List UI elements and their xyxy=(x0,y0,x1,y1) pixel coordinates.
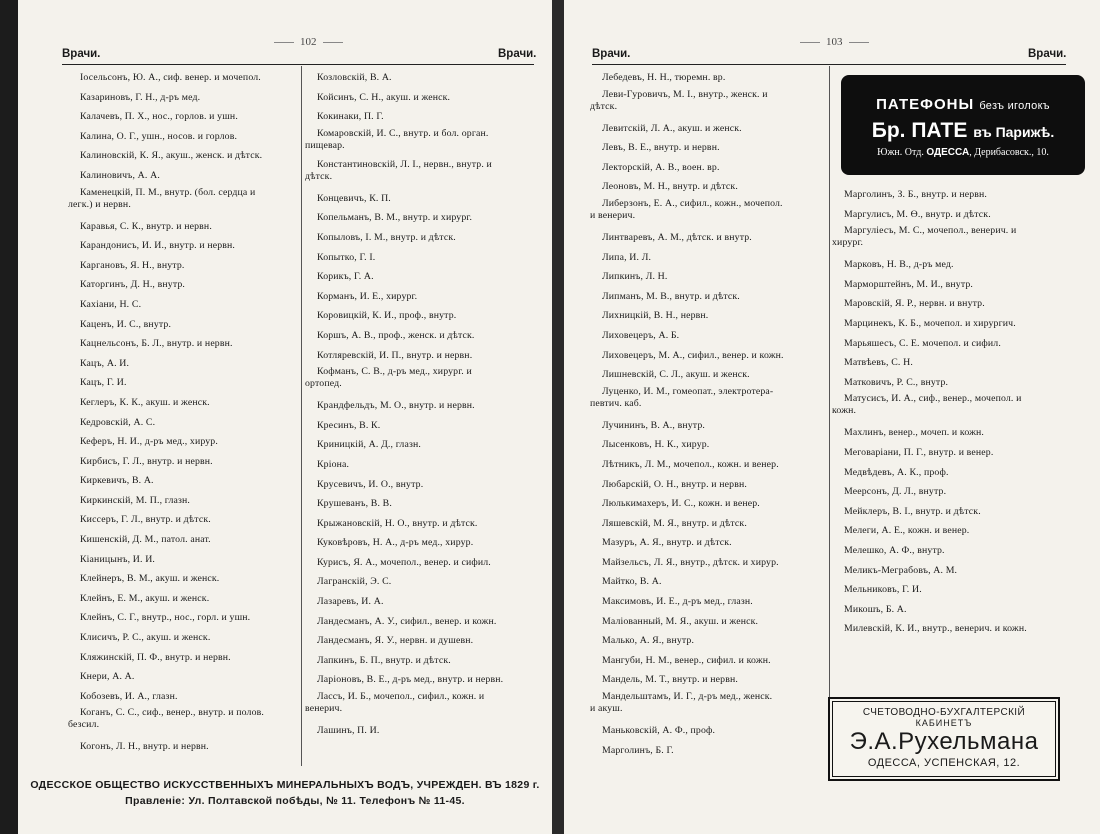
directory-entry xyxy=(305,158,533,189)
directory-entry xyxy=(68,706,296,737)
entry-text: Комаровскій, И. С., внутр. и бол. орган. xyxy=(317,127,489,139)
directory-entry: Ларіоновъ, В. Е., д-ръ мед., внутр. и нервн. xyxy=(317,674,504,686)
directory-entry: Лиховецеръ, М. А., сифил., венер. и кожн. xyxy=(602,349,784,361)
directory-entry: Каргановъ, Я. Н., внутр. xyxy=(80,259,185,271)
directory-entry: Лапкинъ, Б. П., внутр. и дѣтск. xyxy=(317,654,451,666)
directory-entry: Коршъ, А. В., проф., женск. и дѣтск. xyxy=(317,329,475,341)
directory-entry: Лиховецеръ, А. Б. xyxy=(602,329,680,341)
directory-entry: Кахіани, Н. С. xyxy=(80,298,142,310)
directory-entry: Казариновъ, Г. Н., д-ръ мед. xyxy=(80,91,201,103)
directory-entry: Кокинаки, П. Г. xyxy=(317,111,384,123)
directory-entry: Мельниковъ, Г. И. xyxy=(844,584,922,596)
entry-text: Либерзонъ, Е. А., сифил., кожн., мочепол. xyxy=(602,197,783,209)
directory-entry: Кеферъ, Н. И., д-ръ мед., хирур. xyxy=(80,436,218,448)
directory-entry: Кресинъ, В. К. xyxy=(317,419,381,431)
directory-entry: Маліованный, М. Я., акуш. и женск. xyxy=(602,615,759,627)
directory-entry: Іосельсонъ, Ю. А., сиф. венер. и мочепол. xyxy=(80,72,261,83)
directory-entry: Любарскій, О. Н., внутр. и нервн. xyxy=(602,478,747,490)
directory-entry: Коровицкій, К. И., проф., внутр. xyxy=(317,310,457,322)
directory-entry: Меговаріани, П. Г., внутр. и венер. xyxy=(844,446,994,458)
directory-entry: Леоновъ, М. Н., внутр. и дѣтск. xyxy=(602,181,738,193)
left-page xyxy=(18,0,552,834)
directory-entry xyxy=(590,88,824,119)
ad-brand-sub: въ Парижѣ. xyxy=(973,124,1055,140)
directory-entry xyxy=(590,197,824,228)
directory-entry: Куковѣровъ, Н. А., д-ръ мед., хирур. xyxy=(317,537,474,549)
directory-entry: Мейклеръ, В. І., внутр. и дѣтск. xyxy=(844,505,981,517)
entry-text: Маргуліесъ, М. С., мочепол., венерич. и xyxy=(844,225,1017,237)
directory-entry: Калачевъ, П. Х., нос., горлов. и ушн. xyxy=(80,111,238,123)
entry-text-continued: певтич. каб. xyxy=(590,397,642,409)
entry-text-continued: хирург. xyxy=(832,237,864,249)
footer-line-2: Правленіе: Ул. Полтавской побѣды, № 11. Телефонъ № 11-45. xyxy=(125,795,465,807)
running-header-left: Врачи. xyxy=(62,48,101,60)
patefon-advertisement xyxy=(841,75,1085,175)
directory-entry: Лучининъ, В. А., внутр. xyxy=(602,419,705,431)
directory-entry: Ляшевскій, М. Я., внутр. и дѣтск. xyxy=(602,517,747,529)
entry-text: Лассъ, И. Б., мочепол., сифил., кожн. и xyxy=(317,691,485,703)
directory-entry: Калиновичъ, А. А. xyxy=(80,169,160,181)
directory-entry: Криницкій, А. Д., глазн. xyxy=(317,439,421,451)
directory-entry: Маргулисъ, М. Ө., внутр. и дѣтск. xyxy=(844,208,991,220)
directory-entry: Люлькимахеръ, И. С., кожн. и венер. xyxy=(602,498,760,510)
directory-entry: Кирбисъ, Г. Л., внутр. и нервн. xyxy=(80,455,213,467)
entry-text-continued: дѣтск. xyxy=(305,170,333,182)
entry-text: Каменецкій, П. М., внутр. (бол. сердца и xyxy=(80,186,256,198)
directory-entry: Лекторскій, А. В., воен. вр. xyxy=(602,161,720,173)
right-page-column-2 xyxy=(832,185,1066,639)
directory-entry xyxy=(68,186,296,217)
column-divider xyxy=(829,66,830,778)
entry-text: Коганъ, С. С., сиф., венер., внутр. и полов. xyxy=(80,707,265,719)
directory-entry: Майтко, В. А. xyxy=(602,576,662,588)
entry-text-continued: ортопед. xyxy=(305,378,342,390)
directory-entry: Корманъ, И. Е., хирург. xyxy=(317,290,418,302)
directory-entry: Матковичъ, Р. С., внутр. xyxy=(844,376,949,388)
directory-entry: Мазуръ, А. Я., внутр. и дѣтск. xyxy=(602,537,732,549)
directory-entry: Клейнеръ, В. М., акуш. и женск. xyxy=(80,573,220,585)
directory-entry: Лагранскій, Э. С. xyxy=(317,576,392,588)
directory-entry: Кіаницынъ, И. И. xyxy=(80,553,156,565)
directory-entry: Кедровскій, А. С. xyxy=(80,416,156,428)
directory-entry: Лысенковъ, Н. К., хирур. xyxy=(602,439,710,451)
directory-entry: Маровскій, Я. Р., нервн. и внутр. xyxy=(844,298,985,310)
entry-text-continued: дѣтск. xyxy=(590,100,618,112)
directory-entry: Концевичъ, К. П. xyxy=(317,192,391,204)
directory-entry: Крушеванъ, В. В. xyxy=(317,498,392,510)
directory-entry: Марьяшесъ, С. Е. мочепол. и сифил. xyxy=(844,337,1001,349)
right-page-column-1 xyxy=(590,68,824,760)
directory-entry: Ландесманъ, А. У., сифил., венер. и кожн. xyxy=(317,615,497,627)
page-number: 103 xyxy=(794,36,875,48)
directory-entry xyxy=(590,690,824,721)
directory-entry: Махлинъ, венер., мочеп. и кожн. xyxy=(844,427,985,439)
ad-address-post: , Дерибасовск., 10. xyxy=(969,147,1049,158)
directory-entry: Маньковскій, А. Ф., проф. xyxy=(602,725,716,737)
directory-entry: Матвѣевъ, С. Н. xyxy=(844,357,913,369)
directory-entry: Лазаревъ, И. А. xyxy=(317,596,384,608)
directory-entry: Лашинъ, П. И. xyxy=(317,725,380,737)
directory-entry: Ландесманъ, Я. У., нервн. и душевн. xyxy=(317,635,474,647)
directory-entry: Медвѣдевъ, А. К., проф. xyxy=(844,466,949,478)
directory-entry: Кобозевъ, И. А., глазн. xyxy=(80,690,178,702)
directory-entry: Котляревскій, И. П., внутр. и нервн. xyxy=(317,349,473,361)
directory-entry: Марцинекъ, К. Б., мочепол. и хирургич. xyxy=(844,317,1016,329)
directory-entry: Липа, И. Л. xyxy=(602,251,652,263)
book-gutter xyxy=(552,0,564,834)
entry-text: Леви-Гуровичъ, М. І., внутр., женск. и xyxy=(602,88,768,100)
directory-entry: Левъ, В. Е., внутр. и нервн. xyxy=(602,142,720,154)
entry-text: Константиновскій, Л. І., нервн., внутр. и xyxy=(317,158,492,170)
directory-entry: Клейнъ, С. Г., внутр., нос., горл. и ушн. xyxy=(80,612,251,624)
directory-entry xyxy=(832,224,1066,255)
directory-entry: Лебедевъ, Н. Н., тюремн. вр. xyxy=(602,72,726,83)
directory-entry: Лихницкій, В. Н., нервн. xyxy=(602,310,709,322)
entry-text: Луценко, И. М., гомеопат., электротера- xyxy=(602,385,774,397)
directory-entry: Крандфельдъ, М. О., внутр. и нервн. xyxy=(317,400,475,412)
directory-entry: Мангуби, Н. М., венер., сифил. и кожн. xyxy=(602,654,771,666)
directory-entry: Копытко, Г. І. xyxy=(317,251,376,263)
directory-entry: Калина, О. Г., ушн., носов. и горлов. xyxy=(80,130,238,142)
ad-headline: ПАТЕФОНЫ xyxy=(876,96,975,113)
directory-entry: Мелешко, А. Ф., внутр. xyxy=(844,544,945,556)
directory-entry: Киркинскій, М. П., глазн. xyxy=(80,494,190,506)
directory-entry xyxy=(305,690,533,721)
directory-entry: Милевскій, К. И., внутр., венерич. и кожн. xyxy=(844,623,1027,635)
entry-text: Матусисъ, И. А., сиф., венер., мочепол. и xyxy=(844,393,1022,405)
ad-address-pre: Южн. Отд. xyxy=(877,147,924,158)
entry-text-continued: безсил. xyxy=(68,719,100,731)
entry-text-continued: кожн. xyxy=(832,405,857,417)
header-rule xyxy=(62,64,534,65)
entry-text: Кофманъ, С. В., д-ръ мед., хирург. и xyxy=(317,366,472,378)
directory-entry: Марголинъ, З. Б., внутр. и нервн. xyxy=(844,189,988,200)
directory-entry: Кнери, А. А. xyxy=(80,671,135,683)
directory-entry: Майзельсъ, Л. Я., внутр., дѣтск. и хирур. xyxy=(602,556,779,568)
directory-entry: Левитскій, Л. А., акуш. и женск. xyxy=(602,122,742,134)
directory-entry: Крусевичъ, И. О., внутр. xyxy=(317,478,424,490)
entry-text-continued: венерич. xyxy=(305,703,343,715)
ad-address-city: ОДЕССА xyxy=(926,147,970,158)
directory-entry: Кеглеръ, К. К., акуш. и женск. xyxy=(80,396,210,408)
directory-entry: Кацъ, Г. И. xyxy=(80,377,127,389)
directory-entry: Линтваревъ, А. М., дѣтск. и внутр. xyxy=(602,231,752,243)
directory-entry: Лишневскій, С. Л., акуш. и женск. xyxy=(602,369,750,381)
entry-text-continued: и венерич. xyxy=(590,209,636,221)
directory-entry: Копельманъ, В. М., внутр. и хирург. xyxy=(317,212,473,224)
directory-entry: Мандель, М. Т., внутр. и нервн. xyxy=(602,674,738,686)
entry-text-continued: и акуш. xyxy=(590,703,623,715)
directory-entry: Липкинъ, Л. Н. xyxy=(602,271,668,283)
left-page-column-2 xyxy=(305,68,533,741)
directory-entry: Кріона. xyxy=(317,458,350,470)
directory-entry: Копыловъ, І. М., внутр. и дѣтск. xyxy=(317,231,456,243)
ad-brand: Бр. ПАТЕ xyxy=(871,119,968,142)
directory-entry xyxy=(590,385,824,416)
ad-headline-sub: безъ иголокъ xyxy=(979,100,1050,112)
directory-entry: Когонъ, Л. Н., внутр. и нервн. xyxy=(80,741,209,753)
directory-entry: Марковъ, Н. В., д-ръ мед. xyxy=(844,259,954,271)
directory-entry: Марголинъ, Б. Г. xyxy=(602,744,674,756)
entry-text-continued: пищевар. xyxy=(305,139,345,151)
directory-entry: Меликъ-Меграбовъ, А. М. xyxy=(844,564,958,576)
directory-entry: Киркевичъ, В. А. xyxy=(80,475,154,487)
directory-entry: Калиновскій, К. Я., акуш., женск. и дѣтск. xyxy=(80,150,263,162)
entry-text-continued: легк.) и нервн. xyxy=(68,198,131,210)
directory-entry: Кацнельсонъ, Б. Л., внутр. и нервн. xyxy=(80,338,233,350)
directory-entry xyxy=(832,392,1066,423)
directory-entry: Корикъ, Г. А. xyxy=(317,271,374,283)
directory-entry: Каторгинъ, Д. Н., внутр. xyxy=(80,279,186,291)
page-number: 102 xyxy=(268,36,349,48)
ad-office-line-2: КАБИНЕТЪ xyxy=(915,718,973,728)
directory-entry: Кацъ, А. И. xyxy=(80,357,130,369)
directory-entry: Клейнъ, Е. М., акуш. и женск. xyxy=(80,592,210,604)
directory-entry: Каценъ, И. С., внутр. xyxy=(80,318,172,330)
running-header-right: Врачи. xyxy=(1028,48,1067,60)
footer-line-1: ОДЕССКОЕ ОБЩЕСТВО ИСКУССТВЕННЫХЪ МИНЕРАЛЬНЫХЪ ВОДЪ, УЧРЕЖДЕН. ВЪ 1829 г. xyxy=(30,779,540,791)
directory-entry: Максимовъ, И. Е., д-ръ мед., глазн. xyxy=(602,596,753,608)
directory-entry: Кляжинскій, П. Ф., внутр. и нервн. xyxy=(80,651,231,663)
left-page-column-1 xyxy=(68,68,296,757)
directory-entry: Мелеги, А. Е., кожн. и венер. xyxy=(844,525,970,537)
entry-text: Мандельштамъ, И. Г., д-ръ мед., женск. xyxy=(602,691,773,703)
header-rule xyxy=(592,64,1066,65)
directory-entry: Микошъ, Б. А. xyxy=(844,603,907,615)
directory-entry: Крыжановскій, Н. О., внутр. и дѣтск. xyxy=(317,517,478,529)
ad-office-line-1: СЧЕТОВОДНО-БУХГАЛТЕРСКІЙ xyxy=(862,707,1026,718)
directory-entry: Козловскій, В. А. xyxy=(317,72,392,83)
directory-entry: Лѣтникъ, Л. М., мочепол., кожн. и венер. xyxy=(602,458,779,470)
directory-entry: Киссеръ, Г. Л., внутр. и дѣтск. xyxy=(80,514,211,526)
directory-entry: Кишенскій, Д. М., патол. анат. xyxy=(80,534,211,546)
directory-entry: Меерсонъ, Д. Л., внутр. xyxy=(844,486,947,498)
directory-entry: Курисъ, Я. А., мочепол., венер. и сифил. xyxy=(317,556,491,568)
bookkeeping-office-advertisement xyxy=(828,697,1060,781)
directory-entry xyxy=(305,365,533,396)
directory-entry: Карандонисъ, И. И., внутр. и нервн. xyxy=(80,240,236,252)
running-header-left: Врачи. xyxy=(592,48,631,60)
directory-entry: Клисичъ, Р. С., акуш. и женск. xyxy=(80,632,211,644)
directory-entry: Каравья, С. К., внутр. и нервн. xyxy=(80,220,212,232)
running-header-right: Врачи. xyxy=(498,48,537,60)
directory-entry: Марморштейнъ, М. И., внутр. xyxy=(844,278,974,290)
directory-entry: Липманъ, М. В., внутр. и дѣтск. xyxy=(602,290,740,302)
directory-entry: Малько, А. Я., внутр. xyxy=(602,635,695,647)
column-divider xyxy=(301,66,302,766)
ad-office-name: Э.А.Рухельмана xyxy=(849,728,1039,755)
right-page xyxy=(564,0,1100,834)
ad-office-address: ОДЕССА, УСПЕНСКАЯ, 12. xyxy=(867,757,1021,769)
directory-entry: Койсинъ, С. Н., акуш. и женск. xyxy=(317,91,451,103)
directory-entry xyxy=(305,127,533,158)
